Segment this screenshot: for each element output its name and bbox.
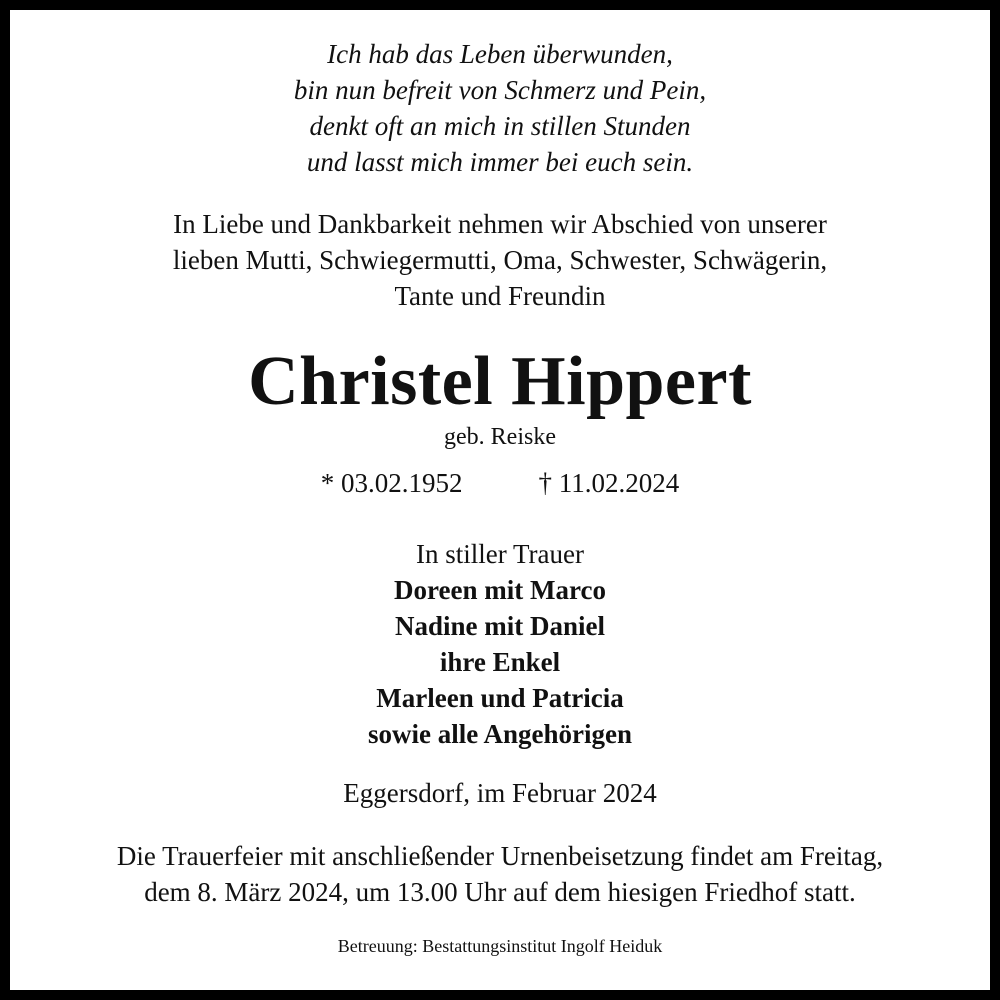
death-date: † 11.02.2024 [538,468,680,498]
intro-line-2: lieben Mutti, Schwiegermutti, Oma, Schwester, Schwägerin, [172,245,828,275]
mourner-name: ihre Enkel [439,647,561,677]
poem-line-2: bin nun befreit von Schmerz und Pein, [293,75,707,105]
place-date: Eggersdorf, im Februar 2024 [343,778,657,808]
mourner-name: Nadine mit Daniel [394,611,605,641]
ceremony-line-2: dem 8. März 2024, um 13.00 Uhr auf dem hiesigen Friedhof statt. [144,877,856,907]
mourner-name: Doreen mit Marco [394,575,606,605]
mourning-heading: In stiller Trauer [416,539,584,569]
intro-line-1: In Liebe und Dankbarkeit nehmen wir Abschied von unserer [173,209,827,239]
deceased-name: Christel Hippert [248,343,752,420]
life-dates [10,466,990,500]
poem-line-3: denkt oft an mich in stillen Stunden [309,111,691,141]
poem-line-1: Ich hab das Leben überwunden, [327,39,673,69]
mourner-name: Marleen und Patricia [376,683,624,713]
poem-line-4: und lasst mich immer bei euch sein. [306,147,694,177]
born-name: geb. Reiske [444,424,556,450]
funeral-home-credit: Betreuung: Bestattungsinstitut Ingolf Heiduk [337,936,663,956]
mourner-name: sowie alle Angehörigen [368,719,632,749]
ceremony-line-1: Die Trauerfeier mit anschließender Urnenbeisetzung findet am Freitag, [116,841,884,871]
intro-line-3: Tante und Freundin [394,281,606,311]
birth-date: * 03.02.1952 [320,468,463,498]
